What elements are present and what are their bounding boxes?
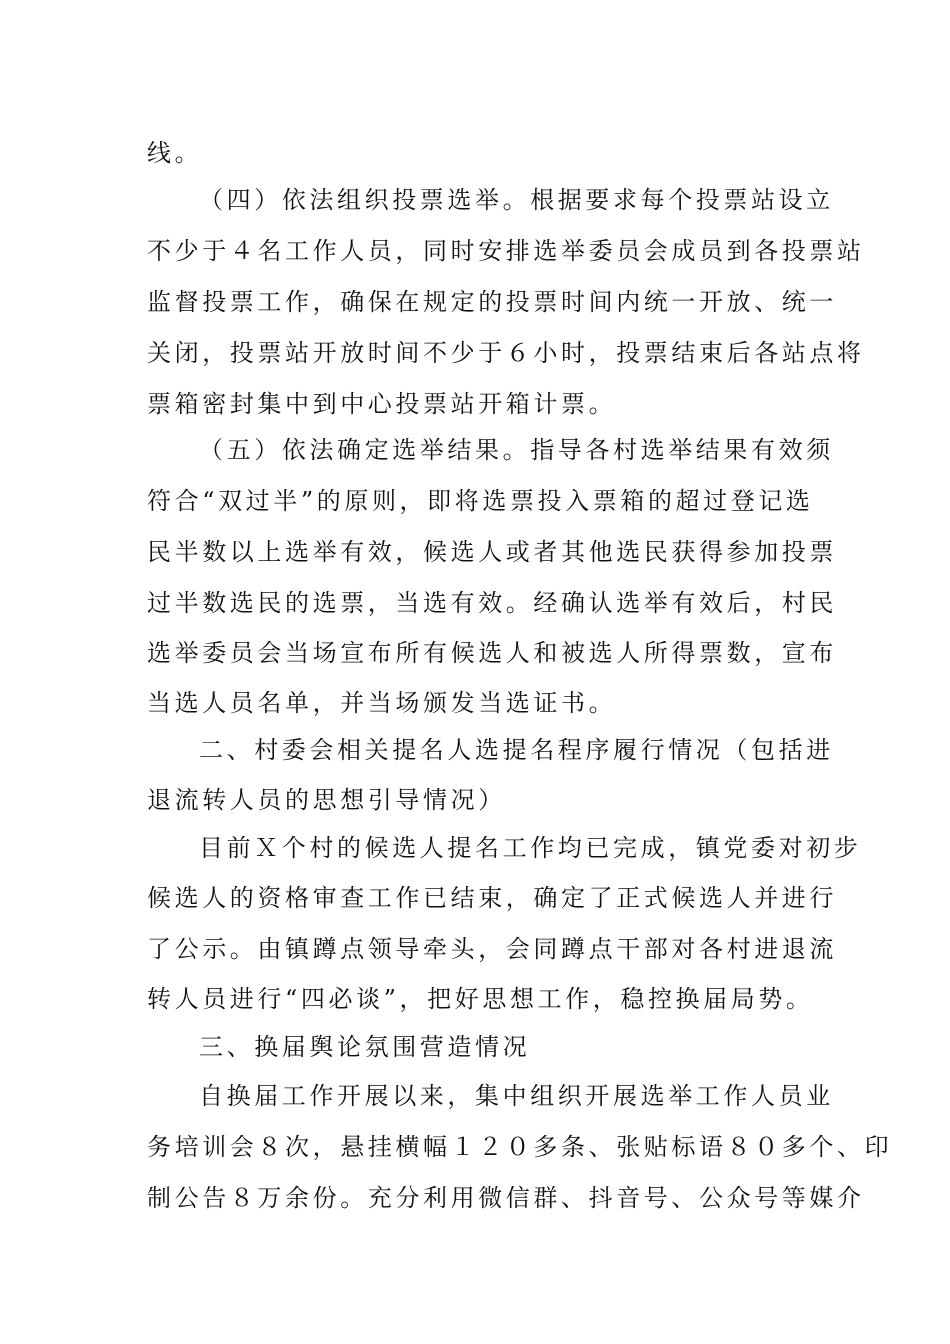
text-line: 关闭，投票站开放时间不少于６小时，投票结束后各站点将: [147, 339, 865, 367]
text-line: 过半数选民的选票，当选有效。经确认选举有效后，村民: [147, 589, 837, 617]
text-line: 目前Ｘ个村的候选人提名工作均已完成，镇党委对初步: [199, 834, 862, 862]
text-line: 了公示。由镇蹲点领导牵头，会同蹲点干部对各村进退流: [147, 935, 837, 963]
text-line: 票箱密封集中到中心投票站开箱计票。: [147, 390, 617, 418]
text-line: 自换届工作开展以来，集中组织开展选举工作人员业: [199, 1082, 834, 1110]
text-line: 不少于４名工作人员，同时安排选举委员会成员到各投票站: [147, 237, 865, 265]
text-line: 制公告８万余份。充分利用微信群、抖音号、公众号等媒介: [147, 1184, 865, 1212]
text-line: （四）依法组织投票选举。根据要求每个投票站设立: [199, 186, 834, 214]
text-line: 监督投票工作，确保在规定的投票时间内统一开放、统一: [147, 288, 837, 316]
text-line: （五）依法确定选举结果。指导各村选举结果有效须: [199, 436, 834, 464]
text-line: 符合“双过半”的原则，即将选票投入票箱的超过登记选: [147, 487, 814, 515]
section-heading: 三、换届舆论氛围营造情况: [199, 1033, 531, 1061]
text-line: 候选人的资格审查工作已结束，确定了正式候选人并进行: [147, 884, 837, 912]
text-line: 选举委员会当场宣布所有候选人和被选人所得票数，宣布: [147, 639, 837, 667]
text-line: 务培训会８次，悬挂横幅１２０多条、张贴标语８０多个、印: [147, 1133, 893, 1161]
text-line: 转人员进行“四必谈”，把好思想工作，稳控换届局势。: [147, 985, 814, 1013]
text-line: 当选人员名单，并当场颁发当选证书。: [147, 689, 617, 717]
text-line: 民半数以上选举有效，候选人或者其他选民获得参加投票: [147, 538, 837, 566]
text-line: 线。: [147, 139, 203, 167]
section-heading: 退流转人员的思想引导情况）: [147, 786, 506, 814]
section-heading: 二、村委会相关提名人选提名程序履行情况（包括进: [199, 736, 834, 764]
